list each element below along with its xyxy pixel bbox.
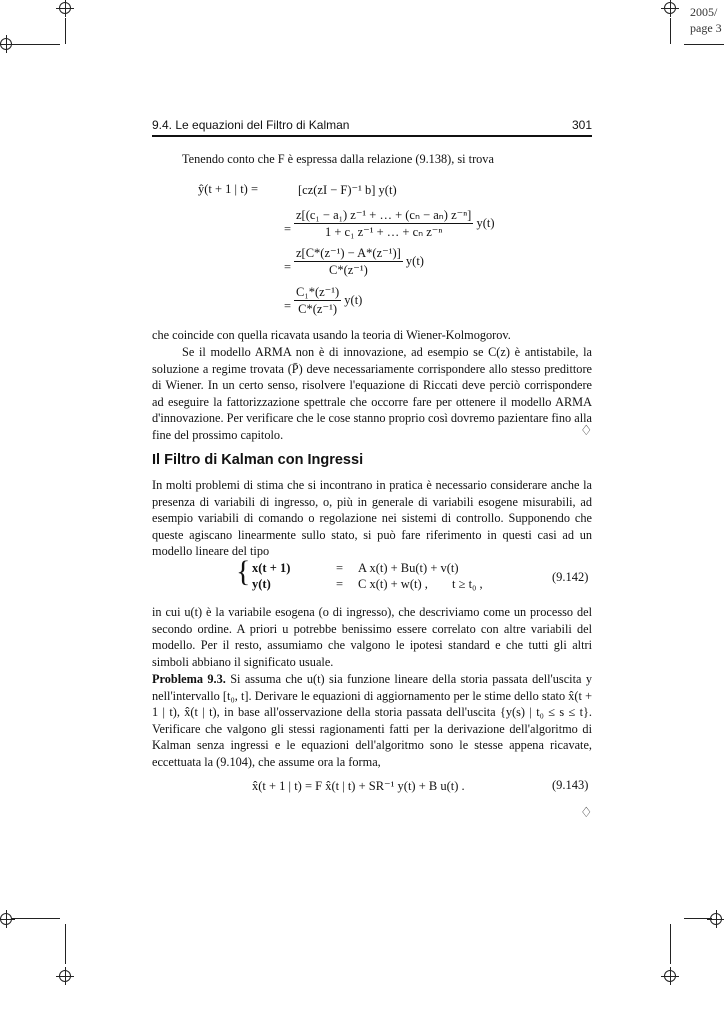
eq1-row3-numerator: z[C*(z⁻¹) − A*(z⁻¹)] [296, 246, 401, 260]
registration-mark-top-left [59, 2, 71, 14]
eq1-row2 [294, 207, 495, 240]
eq1-row1: [cz(zI − F)⁻¹ b] y(t) [298, 183, 397, 197]
registration-mark-top-right [664, 2, 676, 14]
paragraph-2: Se il modello ARMA non è di innovazione, ad esempio se C(z) è antistabile, la soluzione a regime trovata (P̄) deve necessariamente corrispondere allo stesso predittore di Wiener. In un certo senso, risolvere l'equazione di Riccati deve perciò corrispondere ad eseguire la fattorizzazione spettrale che occorre fare per ottenere il modello ARMA d'innovazione. Per verificare che le cose stanno proprio così dovremo pazientare fino alla fine del prossimo capitolo. [152, 345, 592, 442]
intro-line [182, 151, 592, 168]
system-row1-eq: = [336, 561, 344, 575]
header-section: 9.4. Le equazioni del Filtro di Kalman [152, 118, 350, 132]
end-mark-1: ♢ [580, 423, 593, 439]
paragraph-4: in cui u(t) è la variabile esogena (o di ingresso), che descriviamo come un processo del secondo ordine. A priori u potrebbe benissimo essere correlato con altre variabili del modello. Per il resto, assumiamo che valgono le ipotesi standard e che tutti gli altri simboli abbiano il significato usuale. [152, 605, 592, 669]
problem-label: Problema 9.3. [152, 672, 226, 686]
header-rule [152, 135, 592, 137]
running-header [152, 118, 592, 134]
system-row2-eq: = [336, 577, 344, 591]
eq1-row2-numerator: z[(c₁ − a₁) z⁻¹ + … + (cₙ − aₙ) z⁻ⁿ] [296, 208, 472, 222]
eq1-row2-fraction [294, 207, 473, 240]
eq1-row3-fraction [294, 245, 403, 278]
registration-mark-bottom-left-2 [59, 970, 71, 982]
eq1-row4 [294, 284, 362, 317]
registration-mark-bottom-left [0, 913, 12, 925]
eq1-row4-denominator: C*(z⁻¹) [298, 302, 337, 316]
equation-number-9142: (9.142) [552, 570, 589, 584]
eq1-row2-suffix: y(t) [476, 216, 495, 230]
eq1-row2-denominator: 1 + c₁ z⁻¹ + … + cₙ z⁻ⁿ [325, 225, 443, 239]
end-mark-2: ♢ [580, 805, 593, 821]
final-equation-body: x̂(t + 1 | t) = F x̂(t | t) + SR⁻¹ y(t) + B u(t) . [252, 779, 465, 793]
corner-stamp [690, 4, 724, 36]
eq1-row2-equals: = [284, 222, 292, 236]
equation-number-9143: (9.143) [552, 778, 589, 792]
problem-9-3 [152, 671, 592, 771]
system-brace: { [236, 555, 251, 588]
header-page-number: 301 [571, 118, 592, 132]
registration-mark-bottom-right-2 [664, 970, 676, 982]
system-row2-lhs: y(t) [252, 577, 271, 591]
paragraph-3: In molti problemi di stima che si incontrano in pratica è necessario considerare anche la presenza di variabili di ingresso, o, più in generale di variabili esogene misurabili, ad esempio variabili di comando o regolazione nei sistemi di controllo. Supponendo che queste agiscano linearmente sullo stato, si può fare riferimento in questi casi ad un modello lineare del tipo [152, 478, 592, 559]
eq1-row4-suffix: y(t) [344, 293, 363, 307]
eq1-row3-suffix: y(t) [405, 254, 424, 268]
system-row2-rhs: C x(t) + w(t) , [358, 577, 428, 591]
eq1-row3 [294, 245, 424, 278]
eq1-row3-denominator: C*(z⁻¹) [328, 263, 368, 277]
eq1-row3-equals: = [284, 260, 292, 274]
eq1-row4-equals: = [284, 299, 292, 313]
registration-mark-top-left-side [0, 38, 12, 50]
intro-text: Tenendo conto che F è espressa dalla relazione (9.138), si trova [182, 152, 494, 166]
eq1-row4-fraction [294, 284, 341, 317]
section-title: Il Filtro di Kalman con Ingressi [152, 452, 364, 468]
paragraph-1: che coincide con quella ricavata usando la teoria di Wiener-Kolmogorov. [152, 328, 511, 342]
system-row1-lhs: x(t + 1) [252, 561, 291, 575]
problem-text: Si assuma che u(t) sia funzione lineare della storia passata dell'uscita y nell'intervallo [t₀, t]. Derivare le equazioni di aggiornamento per le stime dello stato x̂(t + 1 | t), x̂(t | t), in base all'osservazione della storia passata dell'uscita {y(s) | t₀ ≤ s ≤ t}. Verificare che valgono gli stessi ragionamenti fatti per la derivazione dell'algoritmo di Kalman senza ingressi e le equazioni dell'algoritmo sono le stesse appena ricavate, eccettuata la (9.104), che assume ora la forma, [152, 672, 592, 769]
corner-line-1: 2005/ [690, 5, 718, 19]
corner-line-2: page 3 [690, 21, 722, 35]
system-row1-rhs: A x(t) + Bu(t) + v(t) [358, 561, 459, 575]
system-row2-condition: t ≥ t₀ , [452, 577, 483, 591]
registration-mark-bottom-right [710, 913, 722, 925]
eq1-lhs: ŷ(t + 1 | t) = [198, 182, 258, 196]
eq1-row4-numerator: C₁*(z⁻¹) [296, 285, 340, 299]
